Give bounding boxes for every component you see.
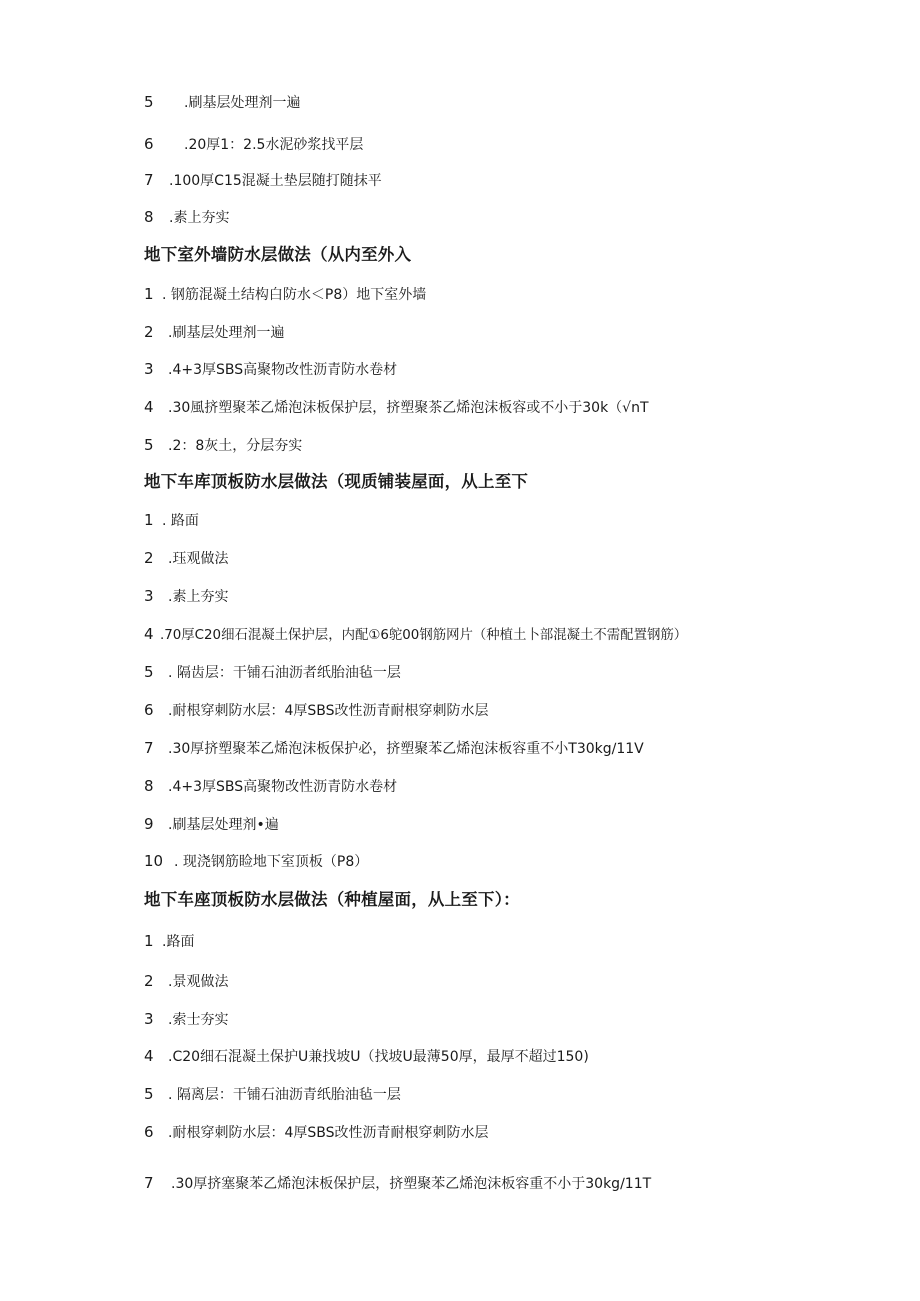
item-text: .素上夯实 — [169, 210, 230, 226]
item-text: .20厚1：2.5水泥砂浆找平层 — [184, 137, 364, 153]
list-item — [144, 1085, 401, 1104]
list-item — [144, 739, 644, 758]
item-text: . 隔齿层：干铺石油沥者纸胎油毡一层 — [168, 665, 401, 681]
list-item — [144, 777, 397, 796]
item-number: 7 — [144, 171, 154, 189]
item-number: 5 — [144, 1085, 154, 1103]
item-text: . 钢筋混凝土结构白防水＜P8）地下室外墙 — [162, 287, 427, 303]
list-item — [144, 360, 397, 379]
item-text: .珏观做法 — [168, 551, 229, 567]
list-item — [144, 587, 228, 606]
item-number: 3 — [144, 360, 154, 378]
list-item — [144, 852, 368, 871]
list-item — [144, 135, 363, 154]
item-text: .C20细石混凝土保护U兼找坡U（找坡U最薄50厚，最厚不超过150) — [168, 1049, 589, 1065]
section-heading-roof-paved: 地下车库顶板防水层做法（现质铺装屋面，从上至下 — [144, 472, 529, 491]
list-item — [144, 436, 302, 455]
list-item — [144, 1174, 651, 1193]
item-number: 5 — [144, 436, 154, 454]
item-text: .100厚C15混凝土垫层随打随抹平 — [169, 173, 382, 189]
list-item — [144, 511, 199, 530]
item-number: 9 — [144, 815, 154, 833]
item-text: .耐根穿刺防水层：4厚SBS改性沥青耐根穿刺防水层 — [168, 1125, 489, 1141]
list-item — [144, 549, 228, 568]
list-item — [144, 972, 228, 991]
list-item — [144, 1010, 228, 1029]
item-text: .索士夯实 — [168, 1012, 229, 1028]
item-number: 10 — [144, 852, 164, 870]
item-number: 6 — [144, 701, 154, 719]
item-text: .30厚挤塑聚苯乙烯泡沫板保护必，挤塑聚苯乙烯泡沫板容重不小T30kg∕11V — [168, 741, 644, 757]
item-text: .30風挤塑聚苯乙烯泡沫板保护层，挤塑聚茶乙烯泡沫板容或不小于30k（√nT — [168, 400, 649, 416]
item-text: . 现浇钢筋睑地下室顶板（P8） — [174, 854, 369, 870]
section-heading-roof-planted: 地下车座顶板防水层做法（种植屋面，从上至下）： — [144, 890, 520, 909]
item-number: 3 — [144, 587, 154, 605]
item-text: .刷基层处理剂•遍 — [168, 817, 279, 833]
item-number: 2 — [144, 323, 154, 341]
list-item — [144, 285, 426, 304]
item-text: . 隔离层：干铺石油沥青纸胎油毡一层 — [168, 1087, 401, 1103]
item-text: .素上夯实 — [168, 589, 229, 605]
item-number: 1 — [144, 511, 154, 529]
item-number: 7 — [144, 739, 154, 757]
item-number: 8 — [144, 208, 154, 226]
item-text: . 路面 — [162, 513, 199, 529]
item-number: 1 — [144, 285, 154, 303]
item-text: .4+3厚SBS高聚物改性沥青防水卷材 — [168, 362, 398, 378]
item-number: 1 — [144, 932, 154, 950]
item-number: 4 — [144, 398, 154, 416]
item-number: 3 — [144, 1010, 154, 1028]
item-text: .30厚挤塞聚苯乙烯泡沫板保护层，挤塑聚苯乙烯泡沫板容重不小于30kg∕11T — [171, 1176, 652, 1192]
list-item — [144, 1047, 589, 1066]
item-number: 6 — [144, 135, 154, 153]
item-number: 4 — [144, 1047, 154, 1065]
item-text: .刷基层处理剂一遍 — [184, 95, 301, 111]
item-number: 2 — [144, 972, 154, 990]
list-item — [144, 171, 382, 190]
list-item — [144, 1123, 489, 1142]
item-text: .刷基层处理剂一遍 — [168, 325, 285, 341]
list-item — [144, 323, 284, 342]
item-text: .70厚C20细石混凝土保护层，内配①6鸵00钢筋网片（种植土卜部混凝土不需配置钢筋） — [160, 628, 688, 643]
item-number: 4 — [144, 625, 154, 643]
item-number: 5 — [144, 93, 154, 111]
list-item — [144, 701, 489, 720]
item-number: 7 — [144, 1174, 154, 1192]
item-text: .4+3厚SBS高聚物改性沥青防水卷材 — [168, 779, 398, 795]
item-number: 5 — [144, 663, 154, 681]
item-text: .耐根穿刺防水层：4厚SBS改性沥青耐根穿刺防水层 — [168, 703, 489, 719]
item-text: .景观做法 — [168, 974, 229, 990]
item-number: 6 — [144, 1123, 154, 1141]
list-item — [144, 815, 279, 834]
item-text: .路面 — [162, 934, 195, 950]
list-item — [144, 93, 300, 112]
section-heading-wall: 地下室外墙防水层做法（从内至外入 — [144, 245, 412, 264]
list-item — [144, 398, 649, 417]
list-item — [144, 663, 401, 682]
item-text: .2：8灰土，分层夯实 — [168, 438, 303, 454]
item-number: 2 — [144, 549, 154, 567]
list-item — [144, 208, 229, 227]
item-number: 8 — [144, 777, 154, 795]
list-item — [144, 932, 194, 951]
list-item — [144, 625, 687, 645]
